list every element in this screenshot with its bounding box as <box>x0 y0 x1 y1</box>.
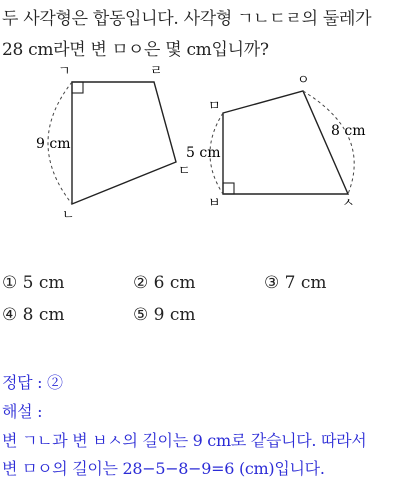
vertex-label-m: ㅁ <box>208 99 221 114</box>
option-4[interactable]: ④ 8 cm <box>2 305 65 325</box>
option-1[interactable]: ① 5 cm <box>2 273 65 293</box>
explanation-title: 해설 : <box>2 402 43 421</box>
side-length-mb: 5 cm <box>186 145 221 161</box>
vertex-label-d: ㄷ <box>178 164 191 179</box>
side-length-os: 8 cm <box>331 123 366 139</box>
question-line-1: 두 사각형은 합동입니다. 사각형 ㄱㄴㄷㄹ의 둘레가 <box>2 9 372 29</box>
quad-mbso-shape <box>223 91 348 194</box>
vertex-label-r: ㄹ <box>150 64 163 79</box>
side-os-brace <box>303 91 354 194</box>
option-5[interactable]: ⑤ 9 cm <box>133 305 196 325</box>
explanation-line-1: 변 ㄱㄴ과 변 ㅂㅅ의 길이는 9 cm로 같습니다. 따라서 <box>2 431 367 450</box>
answer-label: 정답 : ② <box>2 373 63 392</box>
question-line-2: 28 cm라면 변 ㅁㅇ은 몇 cm입니까? <box>2 40 269 60</box>
right-angle-mark-b <box>223 183 234 194</box>
option-2[interactable]: ② 6 cm <box>133 273 196 293</box>
explanation-line-2: 변 ㅁㅇ의 길이는 28−5−8−9=6 (cm)입니다. <box>2 459 325 478</box>
vertex-label-b: ㅂ <box>208 196 221 211</box>
quadrilateral-figure <box>0 60 400 220</box>
option-3[interactable]: ③ 7 cm <box>264 273 327 293</box>
vertex-label-o: ㅇ <box>297 73 310 88</box>
vertex-label-n: ㄴ <box>62 208 75 220</box>
right-angle-mark-g <box>72 82 83 93</box>
vertex-label-s: ㅅ <box>342 196 355 211</box>
vertex-label-g: ㄱ <box>58 64 71 79</box>
quad-gnnd-shape <box>72 82 176 204</box>
side-length-gn: 9 cm <box>36 136 71 152</box>
